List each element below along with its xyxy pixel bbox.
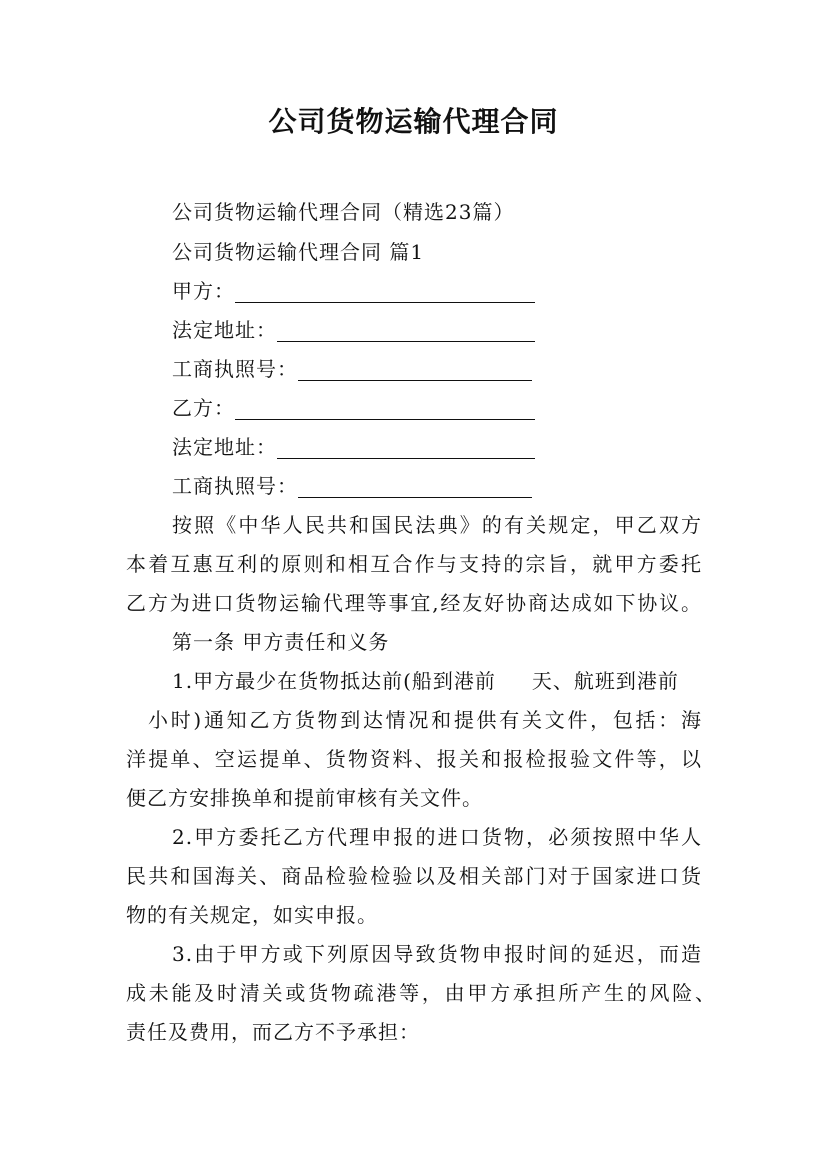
clause-3-line-2: 成未能及时清关或货物疏港等，由甲方承担所产生的风险、 — [126, 981, 716, 1005]
address-label-1: 法定地址： — [172, 318, 277, 342]
document-subtitle: 公司货物运输代理合同（精选23篇） — [172, 200, 515, 224]
clause-1-line-4: 便乙方安排换单和提前审核有关文件。 — [126, 786, 483, 810]
clause-1-line-1-a: 1.甲方最少在货物抵达前(船到港前 — [172, 669, 496, 693]
party-b-row — [172, 396, 535, 420]
clause-1-line-1-b: 天、航班到港前 — [531, 669, 679, 693]
clause-1-line-1 — [172, 669, 679, 693]
clause-2-line-3: 物的有关规定，如实申报。 — [126, 903, 378, 927]
clause-3-line-3: 责任及费用，而乙方不予承担： — [126, 1020, 420, 1044]
license-label-2: 工商执照号： — [172, 474, 298, 498]
party-a-blank — [235, 282, 535, 303]
address-blank-1 — [277, 321, 535, 342]
clause-3-line-1: 3.由于甲方或下列原因导致货物申报时间的延迟，而造 — [172, 942, 702, 966]
address-row-2 — [172, 435, 535, 459]
intro-line-3: 乙方为进口货物运输代理等事宜,经友好协商达成如下协议。 — [126, 591, 702, 615]
party-b-label: 乙方： — [172, 396, 235, 420]
address-blank-2 — [277, 438, 535, 459]
intro-line-1: 按照《中华人民共和国民法典》的有关规定，甲乙双方 — [172, 513, 702, 537]
clause-2-line-2: 民共和国海关、商品检验检验以及相关部门对于国家进口货 — [126, 864, 702, 888]
party-b-blank — [235, 399, 535, 420]
address-label-2: 法定地址： — [172, 435, 277, 459]
clause-1-line-3: 洋提单、空运提单、货物资料、报关和报检报验文件等，以 — [126, 747, 702, 771]
license-row-1 — [172, 357, 532, 381]
address-row-1 — [172, 318, 535, 342]
license-blank-1 — [298, 360, 532, 381]
piece-heading: 公司货物运输代理合同 篇1 — [172, 240, 425, 264]
document-title: 公司货物运输代理合同 — [268, 105, 559, 138]
license-row-2 — [172, 474, 532, 498]
clause-2-line-1: 2.甲方委托乙方代理申报的进口货物，必须按照中华人 — [172, 825, 702, 849]
article-1-heading: 第一条 甲方责任和义务 — [172, 630, 390, 654]
party-a-row — [172, 279, 535, 303]
party-a-label: 甲方： — [172, 279, 235, 303]
intro-line-2: 本着互惠互利的原则和相互合作与支持的宗旨，就甲方委托 — [126, 552, 702, 576]
clause-1-line-2: 小时)通知乙方货物到达情况和提供有关文件，包括：海 — [148, 708, 702, 732]
license-blank-2 — [298, 477, 532, 498]
license-label-1: 工商执照号： — [172, 357, 298, 381]
